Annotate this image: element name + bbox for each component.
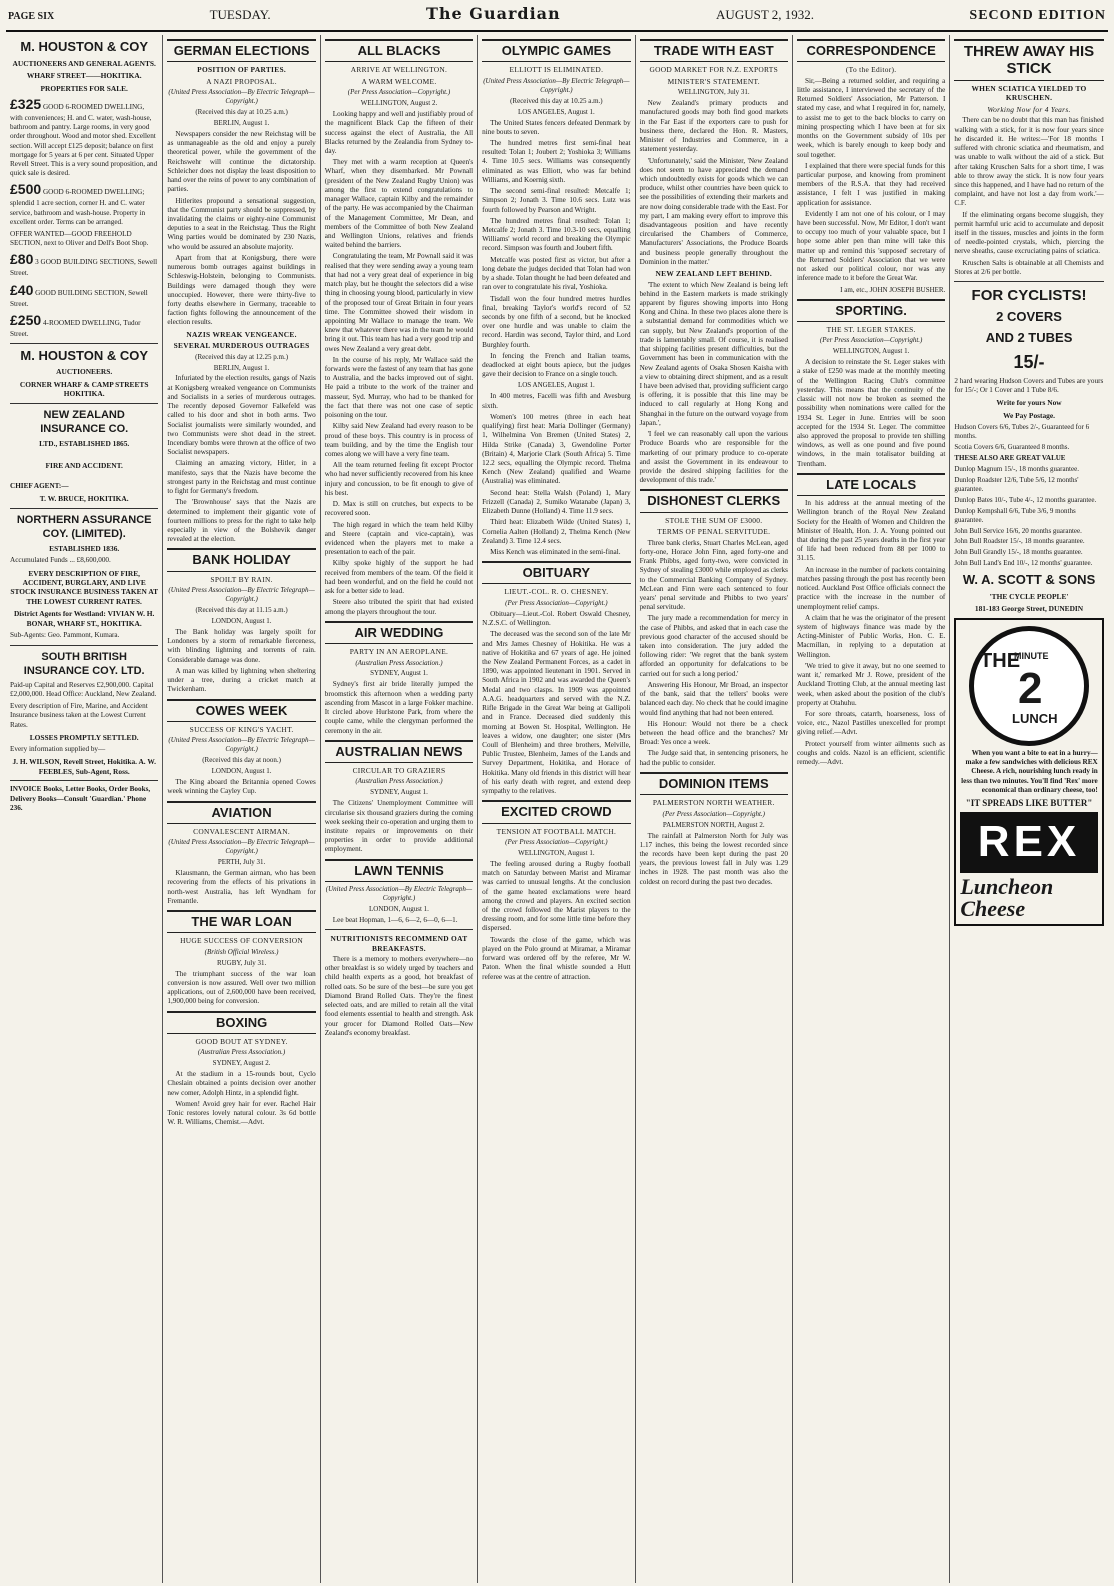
headline-german-elections: GERMAN ELECTIONS [167,39,315,62]
dateline: PERTH, July 31. [217,858,266,867]
property-item [10,230,158,248]
property-text: 4-ROOMED DWELLING, Tudor Street. [10,318,141,338]
tyre-item: John Bull Service 16/6, 20 months guarantee. [954,526,1082,535]
article-paragraph: The feeling aroused during a Rugby football match on Saturday between Marist and Miramar was carried to unusual lengths. At the conclusion of the game heated exclamations were heard among the crowd and players. An excited section of the crowd followed the Marist players to the dressing room, and for some little time before they dispersed. [482,859,631,933]
article-paragraph: The rainfall at Palmerston North for July was 1.17 inches, this being the lowest recorded since the records have been kept during the past 20 years, the previous lowest fall in July was 1.29 inches in 1928. The past month was also the coldest on record during the past two decades. [639,831,788,886]
article-paragraph: I explained that there were special funds for this particular purpose, and knowing from prominent members of the R.S.A. that they had received assistance, I felt I was justified in making application for assistance. [796,161,946,207]
article-paragraph: The Bank holiday was largely spoilt for Londoners by a storm of remarkable fierceness, with blinding lightning and torrents of rain. Considerable damage was done. [167,628,316,664]
property-price: £325 [10,96,42,113]
headline-lawn-tennis: LAWN TENNIS [325,859,473,882]
article-paragraph: Women's 100 metres (three in each heat qualifying) first heat: Maria Dollinger (Germany) 1, Wilhelmina Von Bremen (United States) 2, Hilda Strike (Canada) 3, Gwendoline Porter (Britain) 4, Marjorie Clark (South Africa) 5. Time 12.2 secs, equalling the Olympic record. Thelma Kench (New Zealand) qualified and Wearne (Australia) was eliminated. [482,412,631,486]
dateline: LOS ANGELES, August 1. [517,381,595,390]
rex-the: THE [980,649,1021,672]
article-paragraph: At the stadium in a 15-rounds bout, Cyclo Cheslain obtained a points decision over another new comer, Adolph Hintz, in a splendid fight. [167,1070,316,1097]
south-text: Every description of Fire, Marine, and Accident Insurance business taken at the Lowest Current Rates. [10,702,148,729]
headline-late-locals: LATE LOCALS [797,473,945,496]
article-paragraph: Towards the close of the game, which was played on the Polo ground at Miramar, a Miramar forward was ordered off by the referee, Mr W. Paton. When the final whistle sounded a Hutt referee was at the centre of attraction. [482,935,631,981]
headline-all-blacks: ALL BLACKS [325,39,473,62]
article-paragraph: The second semi-final resulted: Metcalfe 1; Simpson 2; Jonath 3. Time 10.6 secs. Lutz was fourth followed by Pearson and Wright. [482,187,631,214]
article-paragraph: The United States fencers defeated Denmark by nine bouts to seven. [482,118,631,136]
article-paragraph: In fencing the French and Italian teams, deadlocked at eight bouts apiece, but the judges gave their decision to France on a single touch. [482,351,631,379]
south-capital: Paid-up Capital and Reserves £2,900,000. Capital £2,000,000. Head Office: Auckland, New Zealand. [10,680,157,698]
property-text: GOOD 6-ROOMED DWELLING; splendid 1 acre section, corner H. and C. water service, bathroom and wash-house. Property in excellent order. Terms can be arranged. [10,188,146,226]
dateline: WELLINGTON, August 2. [360,99,438,108]
press-credit: (Per Press Association—Copyright.) [662,809,765,818]
subhead: NUTRITIONISTS RECOMMEND OAT BREAKFASTS. [330,934,468,953]
rex-logo: REX [960,812,1097,872]
subhead: LIEUT.-COL. R. O. CHESNEY. [504,587,609,597]
headline-olympic-games: OLYMPIC GAMES [482,39,630,62]
properties-heading: PROPERTIES FOR SALE. [40,83,128,93]
subhead: PARTY IN AN AEROPLANE. [349,647,449,657]
article-paragraph: The jury made a recommendation for mercy in the case of Phibbs, and asked that in each case the previous good character of the accused should be taken into consideration. The jury added the following rider: 'We regret that the bank system afforded an opportunity for defalcations to be carried out for such a long period.' [639,614,788,678]
article-paragraph: D. Max is still on crutches, but expects to be recovered soon. [324,500,474,518]
property-price: £40 [10,281,34,298]
property-price: £80 [10,251,34,268]
column-1 [6,35,163,1583]
northern-name: NORTHERN ASSURANCE COY. (LIMITED). [16,513,152,540]
article-paragraph: Lee beat Hopman, 1—6, 6—2, 6—0, 6—1. [332,915,458,924]
column-5 [636,35,793,1583]
houston-sub: AUCTIONEERS AND GENERAL AGENTS. [12,58,156,68]
northern-text: EVERY DESCRIPTION OF FIRE, ACCIDENT, BURGLARY, AND LIVE STOCK INSURANCE BUSINESS TAKEN AT THE LOWEST CURRENT RATES. [10,568,159,606]
tyre-item: Dunlop Kempshall 6/6, Tube 3/6, 9 months guarantee. [954,506,1076,524]
tyre-item: Hudson Covers 6/6, Tubes 2/-, Guaranteed for 6 months. [954,422,1090,440]
subhead: MINISTER'S STATEMENT. [667,76,760,86]
rex-luncheon: Luncheon [960,873,1054,899]
dateline: LOS ANGELES, August 1. [517,107,595,116]
press-credit: (United Press Association—By Electric Telegraph—Copyright.) [168,838,315,856]
article-paragraph: If the eliminating organs become sluggish, they permit harmful uric acid to accumulate and deposit itself in the tissues, muscles and joints in the form of needle-pointed crystals, which, piercing the nerve sheaths, cause excruciating pains of sciatica. [954,210,1104,256]
tyre-item: Dunlop Roadster 12/6, Tube 5/6, 12 months' guarantee. [954,475,1079,493]
column-6 [793,35,950,1583]
article-paragraph: In his address at the annual meeting of the Wellington branch of the Royal New Zealand Society for the Health of Women and Children the Minister of Health, Hon. J. A. Young pointed out that during the past 25 years deaths in the first year of life had been reduced from 88 per 1000 to 31.15. [796,499,946,563]
divider [954,281,1103,282]
article-paragraph: 'Unfortunately,' said the Minister, 'New Zealand does not seem to have appreciated the demand which undoubtedly exists for goods which we can produce, whilst other countries have been quick to see the possibilities of extending their markets and are now doing considerable trade with the East. For my part, I am making every effort to improve this disadvantageous position and have recently circularised the Chambers of Commerce, Manufacturers' Associations, the Produce Boards and business people generally throughout the Dominion in the matter.' [639,156,788,266]
dateline: RUGBY, July 31. [216,958,267,967]
subhead: SUCCESS OF KING'S YACHT. [189,724,294,734]
press-credit: (United Press Association—By Electric Telegraph—Copyright.) [168,736,315,754]
rex-slogan: "IT SPREADS LIKE BUTTER" [965,797,1093,808]
headline-air-wedding: AIR WEDDING [325,621,473,644]
property-item [10,312,158,339]
divider [10,343,158,344]
article-paragraph: The high regard in which the team held Kilby and Steere (captain and vice-captain), was evidenced when the players met to make a presentation to each of the pair. [324,520,474,557]
nz-insurance-lines: FIRE AND ACCIDENT. [45,460,123,470]
article-paragraph: Three bank clerks, Stuart Charles McLean, aged forty-one, Horace John Finn, aged forty-one and Frank Phibbs, aged forty-two, were convicted in Sydney of stealing £3000 while employed as clerks to the Commercial Banking Company of Sydney. McLean and Finn were each sentenced to four years' penal servitude and Phibbs to two years' penal servitude. [639,538,788,612]
subhead: NAZIS WREAK VENGEANCE. [186,329,297,339]
rex-text: When you want a bite to eat in a hurry—make a few sandwiches with delicious REX Cheese. A rich, nourishing lunch ready in less than two minutes. You'll find 'Rex' more economical than ordinary cheese, too! [961,748,1098,794]
subhead: NEW ZEALAND LEFT BEHIND. [655,269,773,279]
property-item [10,96,158,178]
day-label: TUESDAY. [209,7,271,22]
article-paragraph: 'We tried to give it away, but no one seemed to want it,' remarked Mr J. Rowe, president of the Auckland Trotting Club, at the annual meeting last week, when asked about the position of the club's property at Otahuhu. [796,661,946,707]
column-4 [478,35,635,1583]
press-credit: (Per Press Association—Copyright.) [505,598,608,607]
article-paragraph: All the team returned feeling fit except Proctor who had never sufficiently recovered from his knee injury and concussion, to be fit enough to give of his best. [324,461,474,497]
headline-dominion-items: DOMINION ITEMS [640,772,788,795]
northern-est: ESTABLISHED 1836. [49,543,120,553]
northern-agents: District Agents for Westland: VIVIAN W. H. BONAR, WHARF ST., HOKITIKA. [13,609,155,628]
subhead: WHEN SCIATICA YIELDED TO KRUSCHEN. [971,84,1087,103]
press-credit: (Australian Press Association.) [355,658,443,667]
subhead: ARRIVE AT WELLINGTON. [350,65,448,75]
press-credit: (United Press Association—By Electric Telegraph—Copyright.) [325,885,473,902]
paper-title: The Guardian [426,4,561,23]
article-paragraph: A man was killed by lightning when sheltering under a tree, during a cricket match at Twickenham. [167,666,316,694]
page-number: PAGE SIX [8,11,55,22]
nz-agent: T. W. BRUCE, HOKITIKA. [39,494,129,504]
rex-cheese: Cheese [960,895,1026,921]
divider [10,508,158,509]
article-paragraph: Claiming an amazing victory, Hitler, in a manifesto, says that the Nazis have become the strongest party in the Reichstag and must continue to fight for Germany's freedom. [167,459,316,496]
article-paragraph: Steere also tributed the spirit that had existed among the players throughout the tour. [324,598,474,616]
northern-funds: Accumulated Funds ... £8,600,000. [10,556,111,565]
article-paragraph: Answering His Honour, Mr Broad, an inspector of the bank, said that the tellers' books were balanced each day. No check that he could imagine would find anything that had not been entered. [639,680,788,717]
article-paragraph: Congratulating the team, Mr Pownall said it was realised that they were sending away a young team that had not a very great deal of experience in big match play, but he thought the selectors did a wise thing in choosing young blood, particularly in view of the proposed tour of Great Britain in four years time. The Committee showed their wisdom in appointing Mr Wallace to manage the team. We knew that whatever there was in the team he would bring it out. This team has had a very good trip and owes New Zealand a very great debt. [324,252,474,353]
article-paragraph: Sydney's first air bride literally jumped the broomstick this afternoon when a wedding party ascending from Mascot in a large Fokker machine. It circled above Hurlstone Park, from where the couple came, while the clergyman performed the ceremony in the air. [324,680,474,735]
dateline: BERLIN, August 1. [213,363,270,372]
scott-sub: 'THE CYCLE PEOPLE' [989,591,1069,601]
press-credit: (Per Press Association—Copyright.) [819,336,923,345]
cyclists-heading: FOR CYCLISTS! [971,287,1087,305]
received-line: (Received this day at 11.15 a.m.) [195,606,288,615]
subhead: POSITION OF PARTIES. [197,65,287,75]
subhead: PALMERSTON NORTH WEATHER. [652,798,775,808]
nz-agent-label: CHIEF AGENT:— [10,481,69,490]
article-paragraph: Kruschen Salts is obtainable at all Chemists and Stores at 2/6 per bottle. [954,258,1104,276]
divider [325,929,473,930]
subhead: GOOD MARKET FOR N.Z. EXPORTS [649,65,779,75]
divider [10,403,158,404]
press-credit: (United Press Association—By Electric Telegraph—Copyright.) [483,76,630,94]
dateline: SYDNEY, August 1. [370,669,428,678]
article-paragraph: Kilby spoke highly of the support he had received from members of the team. Of the field it had been wonderful, and on the field he could not ask for a better side to lead. [324,559,474,596]
article-paragraph: Hitlerites propound a sensational suggestion, that the Communist party should be suppressed, by invalidating the claims or eighty-nine Communist deputies to a seat in the Reichstag. Thus the Right Wing parties would be dominated by 230 Nazis, who would be assured an absolute majority. [167,196,316,251]
article-paragraph: The hundred metres final resulted: Tolan 1; Metcalfe 2; Jonath 3. Time 10.3-10 secs, equalling Williams' world record and breaking the Olympic record. Simpson was fourth and Joubert fifth. [482,216,631,253]
article-paragraph: The 'Brownhouse' says that the Nazis are determined to implement their gigantic vote of fourteen millions to press for the right to take help especially in view of the Bolshevik danger revealed at the election. [167,498,316,544]
columns [6,35,1108,1583]
subhead: A NAZI PROPOSAL. [206,76,277,86]
headline-cowes-week: COWES WEEK [167,699,315,722]
subhead: (To the Editor). [845,65,897,75]
houston-street: WHARF STREET——HOKITIKA. [26,71,142,81]
subhead: ELLIOTT IS ELIMINATED. [509,65,604,75]
headline-sporting: SPORTING. [797,299,945,322]
article-paragraph: There can be no doubt that this man has finished walking with a stick, for it is now four years since he discarded it. He writes:—'For 18 months I suffered with chronic sciatica and rheumatism, and was unable to walk without the aid of a stick. But after taking Kruschen Salts for a short time, I was able to throw away the stick. It is now four years since this happened, and I have had no return of the complaint, and have not lost a day from work.'—C.F. [954,116,1104,208]
subhead: HUGE SUCCESS OF CONVERSION [180,936,304,946]
subhead: STOLE THE SUM OF £3000. [665,515,763,525]
article-paragraph: A claim that he was the originator of the present system of highways finance was made by the Acting-Minister of Public Works, Hon. C. E. Macmillan, in replying to a deputation at Wellington. [796,613,946,659]
article-paragraph: An increase in the number of packets containing matches passing through the post has recently been noticed. Auckland Post Office officials connect the practice with the increase in the number of unemployment relief camps. [796,565,946,611]
invoice-ad: INVOICE Books, Letter Books, Order Books, Delivery Books—Consult 'Guardian.' Phone 236. [10,785,151,812]
article-paragraph: Newspapers consider the new Reichstag will be as unmanageable as the old and enjoy a purely theoretical power, while the government of the Reichswehr will continue the dictatorship. Schleicher does not display the least disposition to hand over the reins of power to any combination of parties. [167,130,316,194]
article-paragraph: Third heat: Elizabeth Wilde (United States) 1, Cornelia Aalten (Holland) 2, Thelma Kench (New Zealand) 3. Time 12.4 secs. [482,518,631,545]
article-paragraph: New Zealand's primary products and manufactured goods may both find good markets in the Far East if the exporters care to push for business there, declared the Hon. R. Masters, Minister of Industries and Commerce, in a statement yesterday. [639,99,788,154]
article-paragraph: Infuriated by the election results, gangs of Nazis at Konigsberg wreaked vengeance on Communists and Socialists in a series of murderous outrages. The recently deposed Governor Falkefeld was called to his door and shot in both arms. Two Socialist journalists were similarly wounded, and two Communists were shot dead in the street. Incendiary bombs were thrown at the office of two Socialist newspapers. [167,374,316,457]
rex-number: 2 [1018,663,1043,713]
cyclists-covers: 2 COVERS [996,309,1062,325]
article-paragraph: Apart from that at Konigsburg, there were numerous bomb outrages against buildings in Schleswig-Holstein, belonging to Communists. Buildings were damaged though they were unoccupied. However, there were thirty-five to forty deaths elsewhere in Germany, traceable to faction fights following the announcement of the election results. [167,253,316,327]
article-paragraph: His Honour: Would not there be a check between the head office and the branches? Mr Broad: Yes once a week. [639,719,788,747]
article-paragraph: 'The extent to which New Zealand is being left behind in the Eastern markets is made strikingly apparent by figures showing imports into Hong Kong and China. In these two places alone there is a substantial demand for commodities which we can supply, but New Zealand's proportion of the trade is lamentably small. Of course, it is realised that shipping facilities present difficulties, but the Government has been in communication with the New Zealand agents of Osaka Shosen Kaisha with a view to obtaining direct shipment, and as a result I have been advised that, providing sufficient cargo is offering, it is possible that this line may be induced to call regularly at Hong Kong and Shanghai in the future on the outward voyage from Japan.', [639,280,788,427]
headline-threw-away-stick: THREW AWAY HIS STICK [954,39,1103,81]
received-line: (Received this day at 10.25 a.m.) [195,108,288,117]
divider [10,645,158,646]
article-paragraph: Evidently I am not one of his colour, or I may have been successful. Now, Mr Editor, I don't want to occupy too much of your valuable space, but I hope some abler pen than mine will take this matter up and remind this 'supposed' secretary of the Returned Soldiers' Association that we were not asked our political colour, nor was any inference made to it before the Great War. [796,209,946,283]
northern-sub: Sub-Agents: Geo. Pammont, Kumara. [10,631,120,640]
masthead [6,4,1108,32]
property-item [10,251,158,278]
headline-obituary: OBITUARY [482,561,630,584]
article-paragraph: Kilby said New Zealand had every reason to be proud of these boys. This country is in process of team building, and by the time the English tour comes along we will have a very fine team. [324,422,474,459]
article-paragraph: They met with a warm reception at Queen's Wharf, when they disembarked. Mr Pownall (president of the New Zealand Rugby Union) was among the first to extend congratulations to manager Wallace, captain Kilby and the remainder of the party. He was accompanied by the Chairman of the Management Committee, Mr Dean, and members of the Committee of both New Zealand and Wellington Unions, relatives and friends waited behind the barriers. [324,158,474,250]
nz-insurance-name: NEW ZEALAND INSURANCE CO. [40,408,129,435]
press-credit: (Per Press Association—Copyright.) [347,88,451,97]
tyre-item: John Bull Grandly 15/-, 18 months guarantee. [954,548,1083,557]
rex-cheese-ad [954,618,1103,926]
article-paragraph: There is a memory to mothers everywhere—no other breakfast is so widely urged by teachers and child health experts as a good, hot breakfast of rolled oats. So be sure of the best—be sure you get Diamond Brand Rolled Oats. They're the finest selected oats, and are milled to retain all the vital food elements essential to health and strength. Ask your grocer for Diamond Rolled Oats—New Zealand's economy breakfast. [324,955,474,1037]
dateline: SYDNEY, August 2. [212,1059,271,1068]
scott-name: W. A. SCOTT & SONS [962,572,1096,588]
houston2-sub: AUCTIONEERS. [56,367,113,377]
property-item [10,282,158,309]
cyclists-write: Write for yours Now [996,398,1062,408]
subhead: A WARM WELCOME. [361,76,437,86]
article-paragraph: Metcalfe was posted first as victor, but after a long debate the judges decided that Tolan had won by a shade. Tolan thought he had been defeated and ran over to congratulate his rival, Yoshioka. [482,255,631,292]
property-price: £250 [10,311,42,328]
tyre-item: Dunlop Magnum 15/-, 18 months guarantee. [954,464,1079,473]
article-paragraph: A decision to reinstate the St. Leger stakes with a stake of £250 was made at the monthly meeting of the Wellington Racing Club's committee yesterday. This means that the continuity of the classic will not now be broken as seemed the possibility when nominations were called for the 1934 St. Leger in June. Entries will be soon accepted for the 1934 St. Leger. The committee also approved the proposal to provide ten shilling windows, as well as one pound and five pound windows, in the main totalisator building at Trentham. [796,358,946,468]
article-paragraph: The King aboard the Britannia opened Cowes week winning the Cayley Cup. [167,778,316,796]
received-line: (Received this day at noon.) [202,756,281,765]
dateline: PALMERSTON NORTH, August 2. [662,820,765,829]
scott-address: 181-183 George Street, DUNEDIN [974,604,1084,614]
article-paragraph: The Citizens' Unemployment Committee will circularise six thousand graziers during the coming week seeking their co-operation and urging them to institute repairs or improvements on their properties in order to provide additional employment. [324,799,474,854]
rex-minute: MINUTE [1014,650,1049,661]
article-paragraph: In the course of his reply, Mr Wallace said the forwards were the fastest of any team that has gone to Australia, and the backs improved out of sight. He paid a tribute to the work of the trainer and masseur, Syd. Murray, who had to be thanked for the fact that there was not one case of septic poisoning on the tour. [324,355,474,420]
subhead: TENSION AT FOOTBALL MATCH. [496,826,617,836]
column-7 [950,35,1107,1583]
headline-excited-crowd: EXCITED CROWD [482,800,630,823]
dateline: WELLINGTON, July 31. [677,88,750,97]
dateline: WELLINGTON, August 1. [518,848,595,857]
date-label: AUGUST 2, 1932. [716,7,815,22]
property-text: GOOD 6-ROOMED DWELLING, with conveniences; H. and C. water, wash-house, bathroom and pantry. Large rooms, in very good order throughout. Wood and motor shed. Excellent section. Will accept £125 deposit; balance on first mortgage for 5 years at 6 per cent. Situated Upper Revell Street. This is a very sound proposition, and quick sale is desired. [10,103,158,178]
press-credit: (Australian Press Association.) [197,1048,286,1057]
dateline: SYDNEY, August 1. [370,788,428,797]
press-credit: (Australian Press Association.) [355,777,443,786]
tyre-item: John Bull Land's End 10/-, 12 months' guarantee. [954,559,1093,568]
headline-bank-holiday: BANK HOLIDAY [167,548,315,571]
received-line: (Received this day at 12.25 p.m.) [195,352,289,361]
subhead: THE ST. LEGER STAKES. [826,324,916,334]
subhead: CIRCULAR TO GRAZIERS [352,766,446,776]
press-credit: (United Press Association—By Electric Telegraph—Copyright.) [168,88,315,106]
nz-insurance-est: LTD., ESTABLISHED 1865. [39,439,130,449]
article-paragraph: Looking happy and well and justifiably proud of the magnificent Black Cap the fifteen of their success against the elect of Australia, the All Blacks returned by the Zealandia from Sydney to-day. [324,110,474,156]
article-paragraph: Women! Avoid grey hair for ever. Rachel Hair Tonic restores lovely natural colour. 3s 6d bottle W. R. Williams, Chemist.—Advt. [167,1099,316,1127]
headline-trade-with-east: TRADE WITH EAST [640,39,788,62]
article-paragraph: Second heat: Stella Walsh (Poland) 1, Mary Frizzell (Canada) 2, Sumiko Watanabe (Japan) 3, Elizabeth Dunne (Holland) 4. Time 11.9 secs. [482,488,631,516]
headline-aviation: AVIATION [167,801,315,824]
edition-label: SECOND EDITION [969,8,1106,23]
tyre-item: Dunlop Bates 10/-, Tube 4/-, 12 months guarantee. [954,495,1097,504]
article-paragraph: The deceased was the second son of the late Mr and Mrs James Chesney of Hokitika. He was a native of Hokitika and 67 years of age. He joined the New Zealand Permanent Forces, as a cadet in 1890, was appointed lieutenant in 1901. Served in South Africa in 1902 and was awarded the Queen's Medal and two clasps. In 1909 was appointed A.A.G. headquarters and served with the N.Z. Rifle Brigade in the Great War being at Gallipoli and in France. Deceased died suddenly this morning at Bowen St. Hospital, Wellington. He leaves a widow, one daughter; one sister (Mrs Coull of Blenheim) and three brothers, Melville, Public Trustee, Blenheim, James of the Lands and Survey Department, Hokitika, and Horace of Hokitika. Many old friends in this district will hear of his early death with regret, and extend deep sympathy to the relatives. [482,630,631,796]
south-agents: J. H. WILSON, Revell Street, Hokitika. A. W. FEEBLES, Sub-Agent, Ross. [12,757,156,776]
press-credit: (British Official Wireless.) [204,947,279,956]
property-text: OFFER WANTED—GOOD FREEHOLD SECTION, next to Oliver and Dell's Boot Shop. [10,230,149,248]
article-paragraph: Protect yourself from winter ailments such as coughs and colds. Nazol is an efficient, scientific remedy.—Advt. [796,739,946,767]
property-price: £500 [10,181,42,198]
houston2-name: M. HOUSTON & COY [20,347,148,363]
headline-correspondence: CORRESPONDENCE [797,39,945,62]
houston-name: M. HOUSTON & COY [20,39,148,54]
article-paragraph: The triumphant success of the war loan conversion is now assured. Well over two million applications, out of 2,600,000 have been received, 1,900,000 being for conversion. [167,969,316,1006]
divider [10,780,158,781]
dateline: WELLINGTON, August 1. [832,347,910,356]
dateline: LONDON, August 1. [211,617,272,626]
dateline: LONDON, August 1. [211,767,272,776]
rex-lunch: LUNCH [1012,710,1058,726]
article-paragraph: The Judge said that, in sentencing prisoners, he had the public to consider. [639,749,788,767]
headline-dishonest-clerks: DISHONEST CLERKS [640,489,788,512]
article-paragraph: Sir,—Being a returned soldier, and requiring a little assistance, I interviewed the secretary of the Returned Soldiers' Association, Mr Patterson. I stated my case, and what I required in for, namely, to assist me to get to the back blocks to carry on mining prospecting which I have been at for six months on the Government subsidy of 10s per week, which is barely enough to keep body and soul together. [796,76,946,159]
received-line: (Received this day at 10.25 a.m.) [510,96,603,105]
subhead: TERMS OF PENAL SERVITUDE. [657,527,771,537]
property-text: 3 GOOD BUILDING SECTIONS, Sewell Street. [10,258,158,278]
headline-australian-news: AUSTRALIAN NEWS [325,740,473,763]
clock-icon [969,626,1089,746]
houston2-address: CORNER WHARF & CAMP STREETS HOKITIKA. [19,379,149,399]
headline-war-loan: THE WAR LOAN [167,910,315,933]
cyclists-postage: We Pay Postage. [1003,410,1055,420]
press-credit: (United Press Association—By Electric Telegraph—Copyright.) [168,586,315,604]
south-info: Every information supplied by— [10,745,106,754]
south-losses: LOSSES PROMPTLY SETTLED. [29,732,139,742]
article-paragraph: Obituary—Lieut.-Col. Robert Oswald Chesney, N.Z.S.C. of Wellington. [482,609,631,628]
article-paragraph: In 400 metres, Facelli was fifth and Avesburg sixth. [482,392,631,410]
column-2 [163,35,320,1583]
cyclists-text: 2 hard wearing Hudson Covers and Tubes are yours for 15/-; Or 1 Cover and 1 Tube 8/6. [954,376,1104,394]
cyclists-tubes: AND 2 TUBES [985,329,1073,345]
subhead: GOOD BOUT AT SYDNEY. [195,1036,288,1046]
tyre-item: John Bull Roadster 15/-, 18 months guarantee. [954,537,1085,546]
press-credit: (Per Press Association—Copyright.) [505,838,608,847]
article-paragraph: 'I feel we can reasonably call upon the various Produce Boards who are responsible for the marketing of our primary produce to co-operate and assist the Government in its endeavour to provide the desired shipping facilities for the development of this trade.' [639,430,788,485]
column-3 [321,35,478,1583]
subhead: Working Now for 4 Years. [987,104,1071,114]
dateline: LONDON, August 1. [369,904,429,913]
dateline: BERLIN, August 1. [213,119,270,128]
subhead: SEVERAL MURDEROUS OUTRAGES [173,341,310,351]
tyre-item: Scotia Covers 6/6, Guaranteed 8 months. [954,442,1070,451]
tyre-item: THESE ALSO ARE GREAT VALUE [954,453,1066,462]
letter-signature: I am, etc., JOHN JOSEPH BUSHER. [840,285,946,294]
article-paragraph: For sore throats, catarrh, hoarseness, loss of voice, etc., Nazol Pastilles unexcelled for prompt giving relief.—Advt. [796,709,946,737]
subhead: CONVALESCENT AIRMAN. [193,826,291,836]
cyclists-price: 15/- [1013,351,1045,372]
article-paragraph: The hundred metres first semi-final heat resulted: Tolan 1; Joubert 2; Yoshioka 3; Williams 4. Time 10.5 secs. Williams was consequently eliminated as was Elliott, who was far behind Williams, and Koernig sixth. [482,139,631,184]
article-paragraph: Miss Kench was eliminated in the semi-final. [490,547,621,556]
south-british-name: SOUTH BRITISH INSURANCE COY. LTD. [23,650,145,677]
article-paragraph: Tisdall won the four hundred metres hurdles final, breaking Taylor's world's record of 52 seconds by one fifth of a second, but he knocked over one hurdle and was unable to claim the record. Hardin was second, Taylor third, and Lord Burghley fourth. [482,294,631,349]
property-item [10,181,158,227]
article-paragraph: Klausmann, the German airman, who has been recovering from the effects of his privations in north-west Australia, has left Wyndham for Fremantle. [167,869,316,905]
property-text: GOOD BUILDING SECTION, Sewell Street. [10,288,148,308]
subhead: SPOILT BY RAIN. [210,574,273,584]
headline-boxing: BOXING [167,1011,315,1034]
